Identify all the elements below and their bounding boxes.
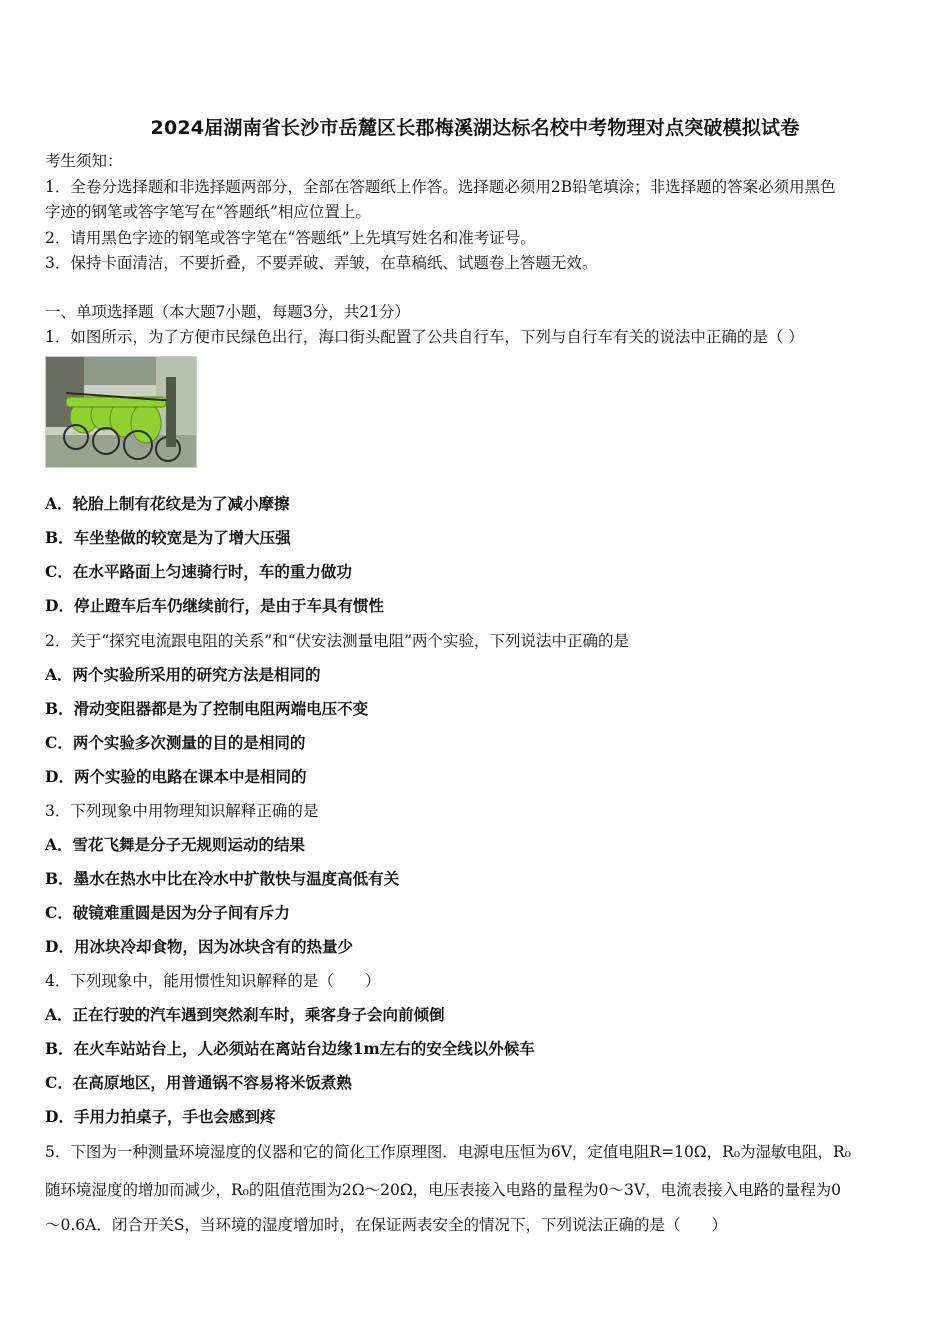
notice-heading: 考生须知： [45, 152, 123, 170]
option-c[interactable] [45, 903, 915, 923]
notice-item: 1．全卷分选择题和非选择题两部分，全部在答题纸上作答。选择题必须用2B铅笔填涂；非选择题的答案必须用黑色 [45, 178, 836, 196]
option-d[interactable] [45, 596, 915, 616]
option-label: A．正在行驶的汽车遇到突然刹车时，乘客身子会向前倾倒 [45, 1005, 445, 1024]
question-stem: 随环境湿度的增加而减少，R₀的阻值范围为2Ω～20Ω，电压表接入电路的量程为0～3V，电流表接入电路的量程为0 [45, 1181, 841, 1199]
bicycle-image [46, 357, 196, 467]
option-label: C．两个实验多次测量的目的是相同的 [45, 733, 306, 752]
option-b[interactable] [45, 528, 915, 548]
option-a[interactable] [45, 494, 915, 514]
question-stem: 3．下列现象中用物理知识解释正确的是 [45, 802, 319, 820]
option-label: B．墨水在热水中比在冷水中扩散快与温度高低有关 [45, 869, 400, 888]
option-a[interactable] [45, 665, 915, 685]
option-label: B．滑动变阻器都是为了控制电阻两端电压不变 [45, 699, 369, 718]
section-heading: 一、单项选择题（本大题7小题，每题3分，共21分） [45, 303, 410, 321]
option-label: D．停止蹬车后车仍继续前行，是由于车具有惯性 [45, 596, 384, 615]
option-c[interactable] [45, 733, 915, 753]
option-a[interactable] [45, 1005, 915, 1025]
page-title: 2024届湖南省长沙市岳麓区长郡梅溪湖达标名校中考物理对点突破模拟试卷 [150, 117, 800, 139]
option-b[interactable] [45, 869, 915, 889]
option-b[interactable] [45, 1039, 915, 1059]
option-label: D．用冰块冷却食物，因为冰块含有的热量少 [45, 937, 353, 956]
question-stem: 4．下列现象中，能用惯性知识解释的是（ ） [45, 972, 381, 990]
option-label: A．轮胎上制有花纹是为了减小摩擦 [45, 494, 290, 513]
notice-item: 字迹的钢笔或答字笔写在“答题纸”相应位置上。 [45, 203, 371, 221]
option-label: C．在高原地区，用普通锅不容易将米饭煮熟 [45, 1073, 352, 1092]
option-label: D．两个实验的电路在课本中是相同的 [45, 767, 307, 786]
option-b[interactable] [45, 699, 915, 719]
option-a[interactable] [45, 835, 915, 855]
option-label: B．在火车站站台上，人必须站在离站台边缘1m左右的安全线以外候车 [45, 1039, 535, 1058]
question-stem: 2．关于“探究电流跟电阻的关系”和“伏安法测量电阻”两个实验，下列说法中正确的是 [45, 632, 630, 650]
option-c[interactable] [45, 1073, 915, 1093]
question-stem: 5．下图为一种测量环境湿度的仪器和它的简化工作原理图．电源电压恒为6V，定值电阻R=10Ω，R₀为湿敏电阻，R₀ [45, 1143, 851, 1161]
option-d[interactable] [45, 767, 915, 787]
option-label: C．破镜难重圆是因为分子间有斥力 [45, 903, 290, 922]
question-stem: ～0.6A．闭合开关S，当环境的湿度增加时，在保证两表安全的情况下，下列说法正确的是（ ） [45, 1216, 727, 1234]
option-label: D．手用力拍桌子，手也会感到疼 [45, 1107, 276, 1126]
notice-item: 2．请用黑色字迹的钢笔或答字笔在“答题纸”上先填写姓名和准考证号。 [45, 229, 536, 247]
option-label: B．车坐垫做的较宽是为了增大压强 [45, 528, 291, 547]
notice-item: 3．保持卡面清洁，不要折叠，不要弄破、弄皱，在草稿纸、试题卷上答题无效。 [45, 254, 598, 272]
bicycle-photo [45, 356, 197, 468]
option-label: A．两个实验所采用的研究方法是相同的 [45, 665, 321, 684]
option-label: C．在水平路面上匀速骑行时，车的重力做功 [45, 562, 352, 581]
option-d[interactable] [45, 1107, 915, 1127]
question-stem: 1．如图所示，为了方便市民绿色出行，海口街头配置了公共自行车，下列与自行车有关的说法中正确的是（ ） [45, 328, 804, 346]
option-d[interactable] [45, 937, 915, 957]
option-c[interactable] [45, 562, 915, 582]
option-label: A．雪花飞舞是分子无规则运动的结果 [45, 835, 306, 854]
